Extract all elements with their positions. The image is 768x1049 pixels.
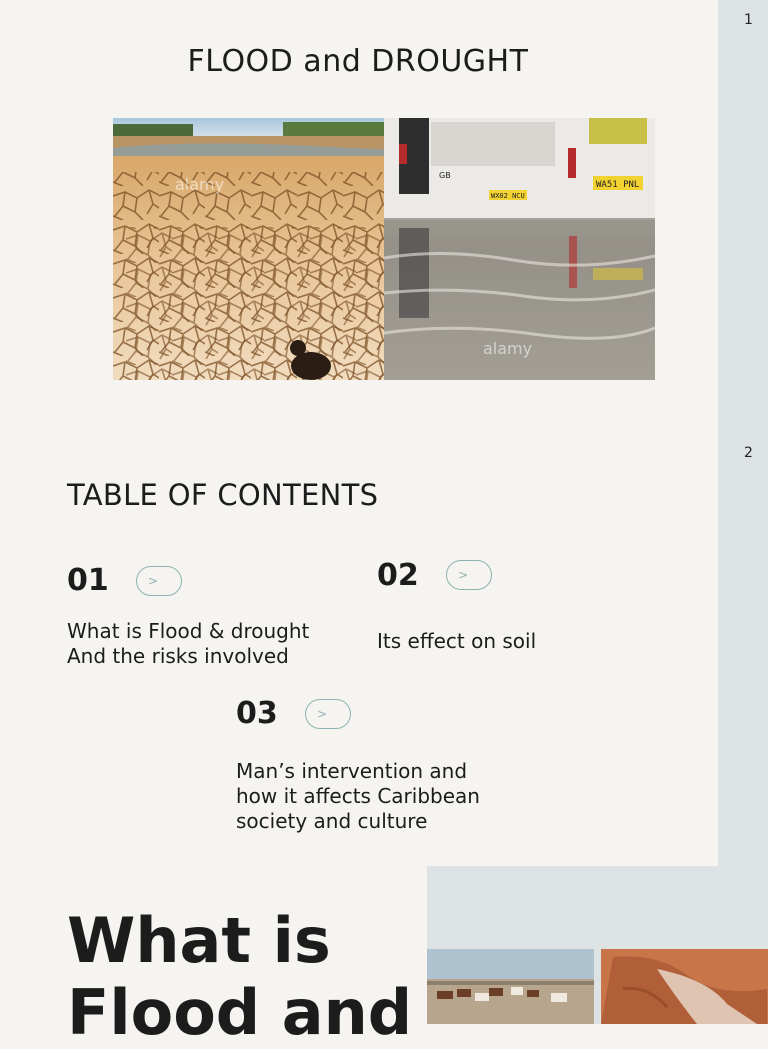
toc-link-01-button[interactable]: > bbox=[136, 566, 182, 596]
toc-item-03-line: how it affects Caribbean bbox=[236, 784, 480, 808]
toc-item-01-line: What is Flood & drought bbox=[67, 619, 310, 643]
slide-3-title-line: What is bbox=[67, 904, 331, 977]
slide-3-title bbox=[67, 905, 412, 1049]
toc-item-02-text bbox=[377, 629, 536, 654]
toc-number-02: 02 bbox=[377, 558, 419, 593]
toc-item-03-line: Man’s intervention and bbox=[236, 759, 468, 783]
plate-side: WA51 PNL bbox=[596, 180, 640, 190]
slide-3-photos bbox=[427, 949, 768, 1028]
slide-3-title-line: Flood and bbox=[67, 976, 413, 1049]
slide-title: FLOOD and DROUGHT bbox=[187, 44, 529, 79]
toc-title: TABLE OF CONTENTS bbox=[67, 478, 379, 512]
toc-item-02-line: Its effect on soil bbox=[377, 629, 537, 653]
page-number-1: 1 bbox=[744, 12, 753, 28]
flood-drought-photo bbox=[113, 118, 655, 380]
toc-item-03-line: society and culture bbox=[236, 809, 428, 833]
left-watermark: alamy bbox=[175, 175, 225, 194]
right-watermark: alamy bbox=[483, 339, 533, 358]
toc-link-03-button[interactable]: > bbox=[305, 699, 351, 729]
toc-number-03: 03 bbox=[236, 696, 278, 731]
plate-front: WX02 NCU bbox=[491, 192, 525, 200]
toc-number-01: 01 bbox=[67, 563, 109, 598]
toc-item-03-text bbox=[236, 759, 480, 834]
gb-badge: GB bbox=[439, 171, 451, 180]
page-number-2: 2 bbox=[744, 445, 753, 461]
toc-item-01-text bbox=[67, 619, 309, 669]
toc-link-02-button[interactable]: > bbox=[446, 560, 492, 590]
toc-item-01-line: And the risks involved bbox=[67, 644, 289, 668]
